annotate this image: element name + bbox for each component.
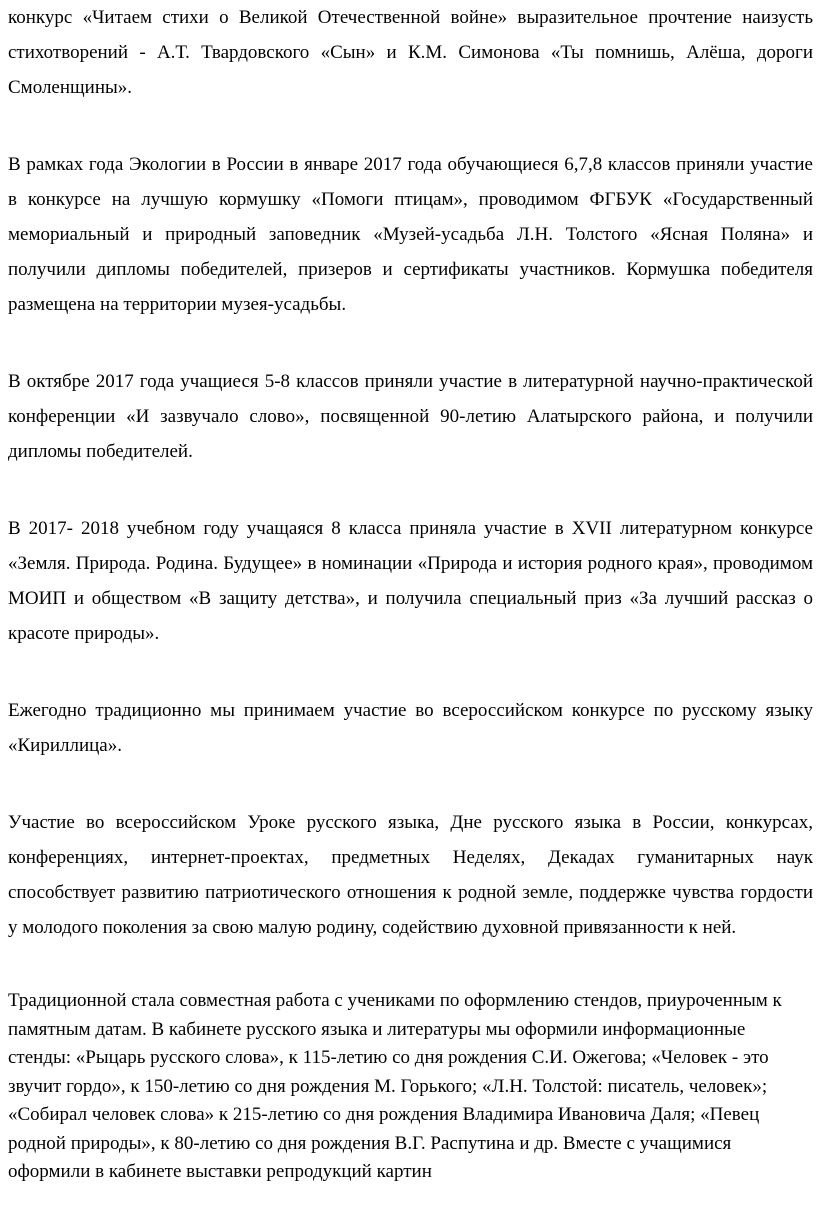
paragraph-poetry-contest: конкурс «Читаем стихи о Великой Отечественной войне» выразительное прочтение наизусть стихотворений - А.Т. Твардовского «Сын» и К.М. Симонова «Ты помнишь, Алёша, дороги Смоленщины». <box>8 7 813 98</box>
paragraph-bird-feeder-contest: В рамках года Экологии в России в январе 2017 года обучающиеся 6,7,8 классов приняли участие в конкурсе на лучшую кормушку «Помоги птицам», проводимом ФГБУК «Государственный мемориальный и природный заповедник «Музей-усадьба Л.Н. Толстого «Ясная Поляна» и получили дипломы победителей, призеров и сертификаты участников. Кормушка победителя размещена на территории музея-усадьбы. <box>8 154 813 315</box>
paragraph-kirillitsa-contest: Ежегодно традиционно мы принимаем участие во всероссийском конкурсе по русскому языку «Кириллица». <box>8 700 813 756</box>
paragraph-stands-work: Традиционной стала совместная работа с учениками по оформлению стендов, приуроченным к памятным датам. В кабинете русского языка и литературы мы оформили информационные стенды: «Рыцарь русского слова», к 115-летию со дня рождения С.И. Ожегова; «Человек - это звучит гордо», к 150-летию со дня рождения М. Горького; «Л.Н. Толстой: писатель, человек»; «Собирал человек слова» к 215-летию со дня рождения Владимира Ивановича Даля; «Певец родной природы», к 80-летию со дня рождения В.Г. Распутина и др. Вместе с учащимися оформили в кабинете выставки репродукций картин <box>8 990 782 1182</box>
paragraph-literary-conference: В октябре 2017 года учащиеся 5-8 классов приняли участие в литературной научно-практической конференции «И зазвучало слово», посвященной 90-летию Алатырского района, и получили дипломы победителей. <box>8 371 813 462</box>
document-page <box>8 0 813 1187</box>
paragraph-russian-language-events: Участие во всероссийском Уроке русского языка, Дне русского языка в России, конкурсах, конференциях, интернет-проектах, предметных Неделях, Декадах гуманитарных наук способствует развитию патриотического отношения к родной земле, поддержке чувства гордости у молодого поколения за свою малую родину, содействию духовной привязанности к ней. <box>8 812 813 938</box>
paragraph-literary-contest-xvii: В 2017- 2018 учебном году учащаяся 8 класса приняла участие в XVII литературном конкурсе «Земля. Природа. Родина. Будущее» в номинации «Природа и история родного края», проводимом МОИП и обществом «В защиту детства», и получила специальный приз «За лучший рассказ о красоте природы». <box>8 518 813 644</box>
